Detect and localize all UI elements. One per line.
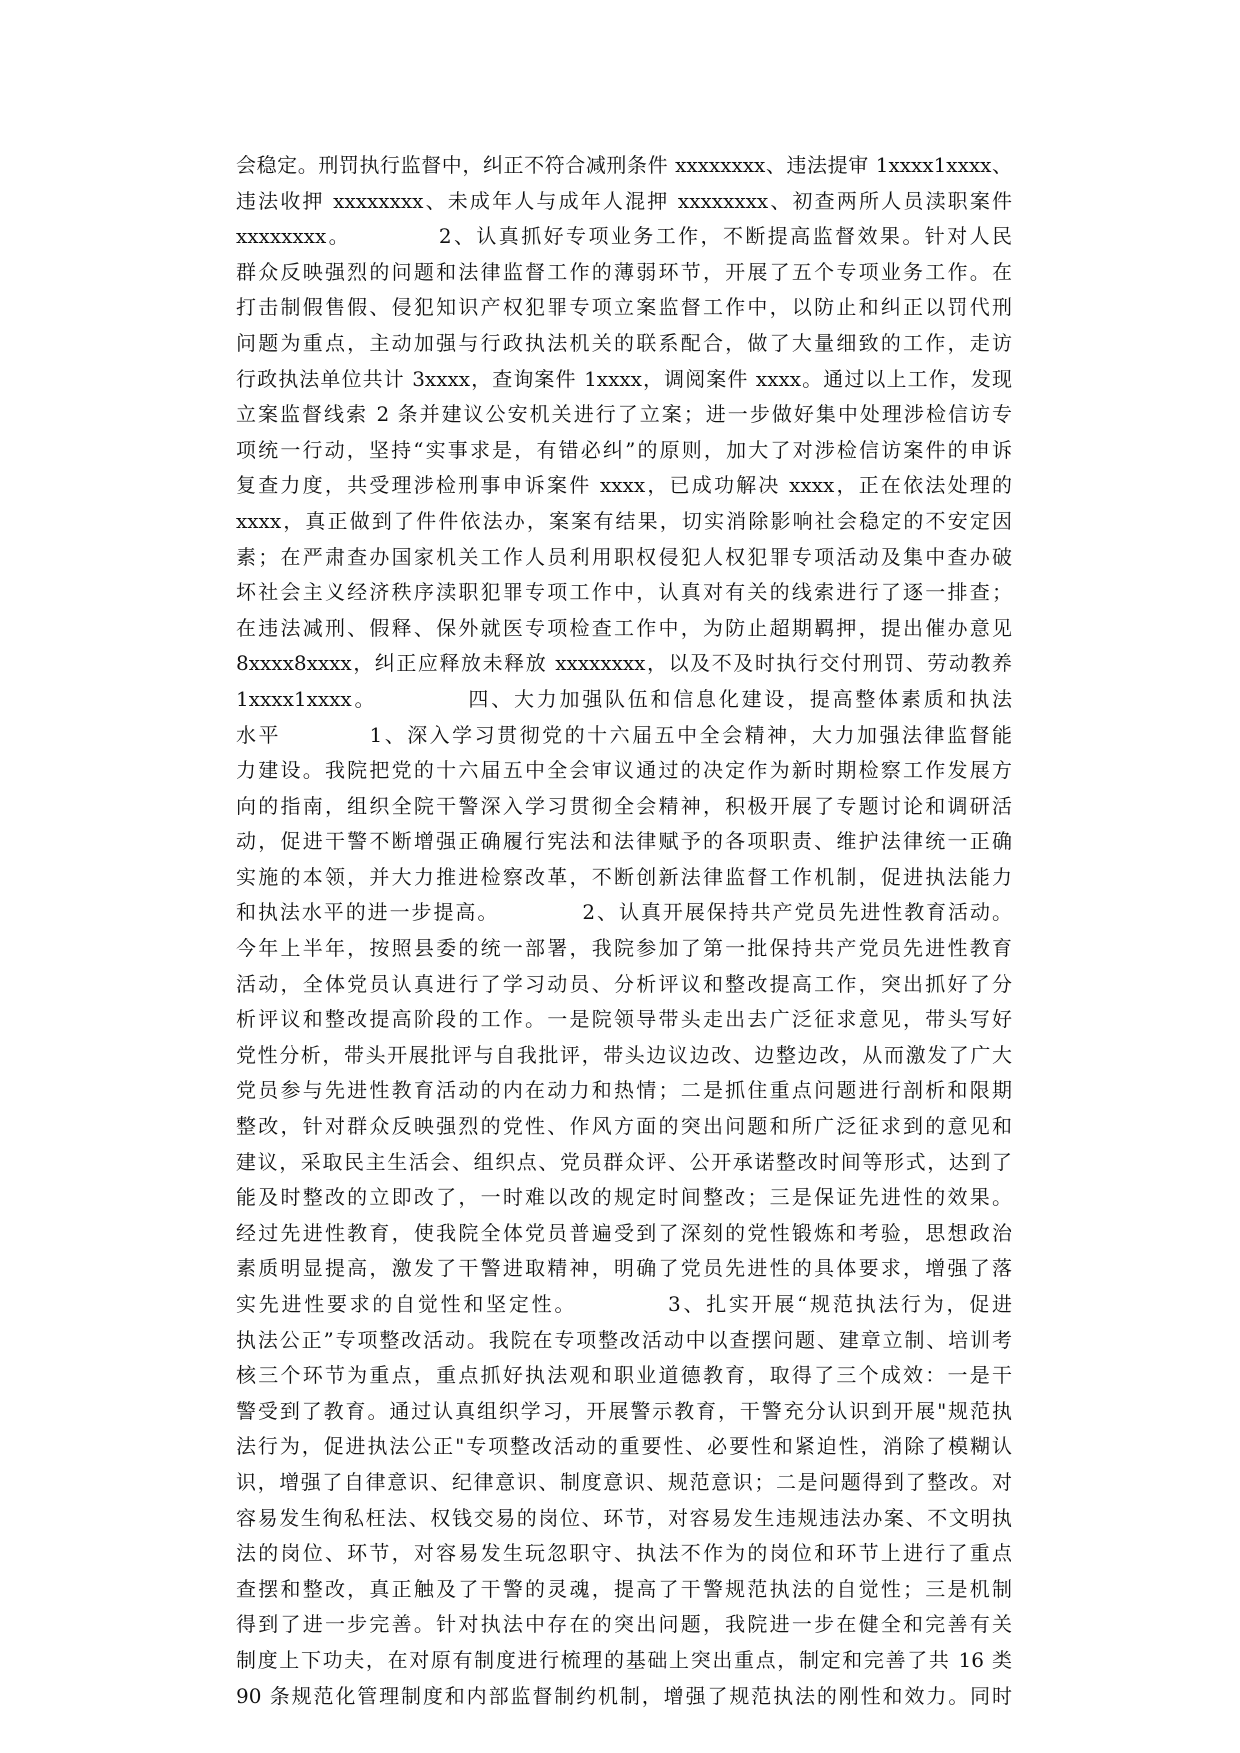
text-line: 问题为重点，主动加强与行政执法机关的联系配合，做了大量细致的工作，走访: [236, 330, 1012, 355]
text-line: 坏社会主义经济秩序渎职犯罪专项工作中，认真对有关的线索进行了逐一排查；: [236, 580, 1012, 605]
text-line: 和执法水平的进一步提高。 2、认真开展保持共产党员先进性教育活动。: [236, 900, 1012, 925]
text-line: 违法收押 xxxxxxxx、未成年人与成年人混押 xxxxxxxx、初查两所人员渎职案件: [236, 188, 1012, 213]
text-line: 整改，针对群众反映强烈的党性、作风方面的突出问题和所广泛征求到的意见和: [236, 1114, 1012, 1139]
text-line: 析评议和整改提高阶段的工作。一是院领导带头走出去广泛征求意见，带头写好: [236, 1007, 1012, 1032]
text-line: 复查力度，共受理涉检刑事申诉案件 xxxx，已成功解决 xxxx，正在依法处理的: [236, 473, 1012, 498]
text-line: 法行为，促进执法公正"专项整改活动的重要性、必要性和紧迫性，消除了模糊认: [236, 1434, 1012, 1459]
text-line: 实施的本领，并大力推进检察改革，不断创新法律监督工作机制，促进执法能力: [236, 864, 1012, 889]
text-line: xxxx，真正做到了件件依法办，案案有结果，切实消除影响社会稳定的不安定因: [236, 508, 1012, 533]
text-line: 1xxxx1xxxx。 四、大力加强队伍和信息化建设，提高整体素质和执法: [236, 686, 1012, 711]
text-line: 素；在严肃查办国家机关工作人员利用职权侵犯人权犯罪专项活动及集中查办破: [236, 544, 1012, 569]
text-line: 容易发生徇私枉法、权钱交易的岗位、环节，对容易发生违规违法办案、不文明执: [236, 1505, 1012, 1530]
text-line: 项统一行动，坚持“实事求是，有错必纠”的原则，加大了对涉检信访案件的申诉: [236, 437, 1012, 462]
text-line: xxxxxxxx。 2、认真抓好专项业务工作，不断提高监督效果。针对人民: [236, 224, 1012, 249]
text-line: 活动，全体党员认真进行了学习动员、分析评议和整改提高工作，突出抓好了分: [236, 971, 1012, 996]
text-line: 会稳定。刑罚执行监督中，纠正不符合减刑条件 xxxxxxxx、违法提审 1xxxx1xxxx、: [236, 153, 1012, 177]
text-line: 党性分析，带头开展批评与自我批评，带头边议边改、边整边改，从而激发了广大: [236, 1042, 1012, 1067]
text-line: 向的指南，组织全院干警深入学习贯彻全会精神，积极开展了专题讨论和调研活: [236, 793, 1012, 818]
text-line: 识，增强了自律意识、纪律意识、制度意识、规范意识；二是问题得到了整改。对: [236, 1469, 1012, 1494]
text-line: 立案监督线索 2 条并建议公安机关进行了立案；进一步做好集中处理涉检信访专: [236, 402, 1012, 427]
text-line: 今年上半年，按照县委的统一部署，我院参加了第一批保持共产党员先进性教育: [236, 936, 1012, 961]
text-line: 90 条规范化管理制度和内部监督制约机制，增强了规范执法的刚性和效力。同时: [236, 1683, 1012, 1708]
text-line: 能及时整改的立即改了，一时难以改的规定时间整改；三是保证先进性的效果。: [236, 1185, 1012, 1210]
text-line: 法的岗位、环节，对容易发生玩忽职守、执法不作为的岗位和环节上进行了重点: [236, 1541, 1012, 1566]
text-line: 在违法减刑、假释、保外就医专项检查工作中，为防止超期羁押，提出催办意见: [236, 615, 1012, 640]
text-line: 执法公正”专项整改活动。我院在专项整改活动中以查摆问题、建章立制、培训考: [236, 1327, 1012, 1352]
text-line: 实先进性要求的自觉性和坚定性。 3、扎实开展“规范执法行为，促进: [236, 1292, 1012, 1316]
text-line: 党员参与先进性教育活动的内在动力和热情；二是抓住重点问题进行剖析和限期: [236, 1078, 1012, 1103]
text-line: 打击制假售假、侵犯知识产权犯罪专项立案监督工作中，以防止和纠正以罚代刑: [236, 295, 1012, 320]
text-line: 建议，采取民主生活会、组织点、党员群众评、公开承诺整改时间等形式，达到了: [236, 1149, 1012, 1174]
text-line: 得到了进一步完善。针对执法中存在的突出问题，我院进一步在健全和完善有关: [236, 1612, 1012, 1637]
text-line: 警受到了教育。通过认真组织学习，开展警示教育，干警充分认识到开展"规范执: [236, 1398, 1012, 1423]
text-line: 素质明显提高，激发了干警进取精神，明确了党员先进性的具体要求，增强了落: [236, 1256, 1012, 1281]
text-line: 动，促进干警不断增强正确履行宪法和法律赋予的各项职责、维护法律统一正确: [236, 829, 1012, 854]
text-line: 群众反映强烈的问题和法律监督工作的薄弱环节，开展了五个专项业务工作。在: [236, 259, 1012, 284]
body-text: [236, 148, 1012, 1714]
text-line: 8xxxx8xxxx，纠正应释放未释放 xxxxxxxx，以及不及时执行交付刑罚、劳动教养: [236, 651, 1012, 676]
text-line: 制度上下功夫，在对原有制度进行梳理的基础上突出重点，制定和完善了共 16 类: [236, 1647, 1012, 1672]
text-line: 水平 1、深入学习贯彻党的十六届五中全会精神，大力加强法律监督能: [236, 722, 1012, 747]
text-line: 经过先进性教育，使我院全体党员普遍受到了深刻的党性锻炼和考验，思想政治: [236, 1220, 1012, 1245]
text-line: 查摆和整改，真正触及了干警的灵魂，提高了干警规范执法的自觉性；三是机制: [236, 1576, 1012, 1601]
text-line: 核三个环节为重点，重点抓好执法观和职业道德教育，取得了三个成效：一是干: [236, 1363, 1012, 1388]
text-line: 力建设。我院把党的十六届五中全会审议通过的决定作为新时期检察工作发展方: [236, 758, 1012, 783]
text-line: 行政执法单位共计 3xxxx，查询案件 1xxxx，调阅案件 xxxx。通过以上工作，发现: [236, 366, 1012, 391]
